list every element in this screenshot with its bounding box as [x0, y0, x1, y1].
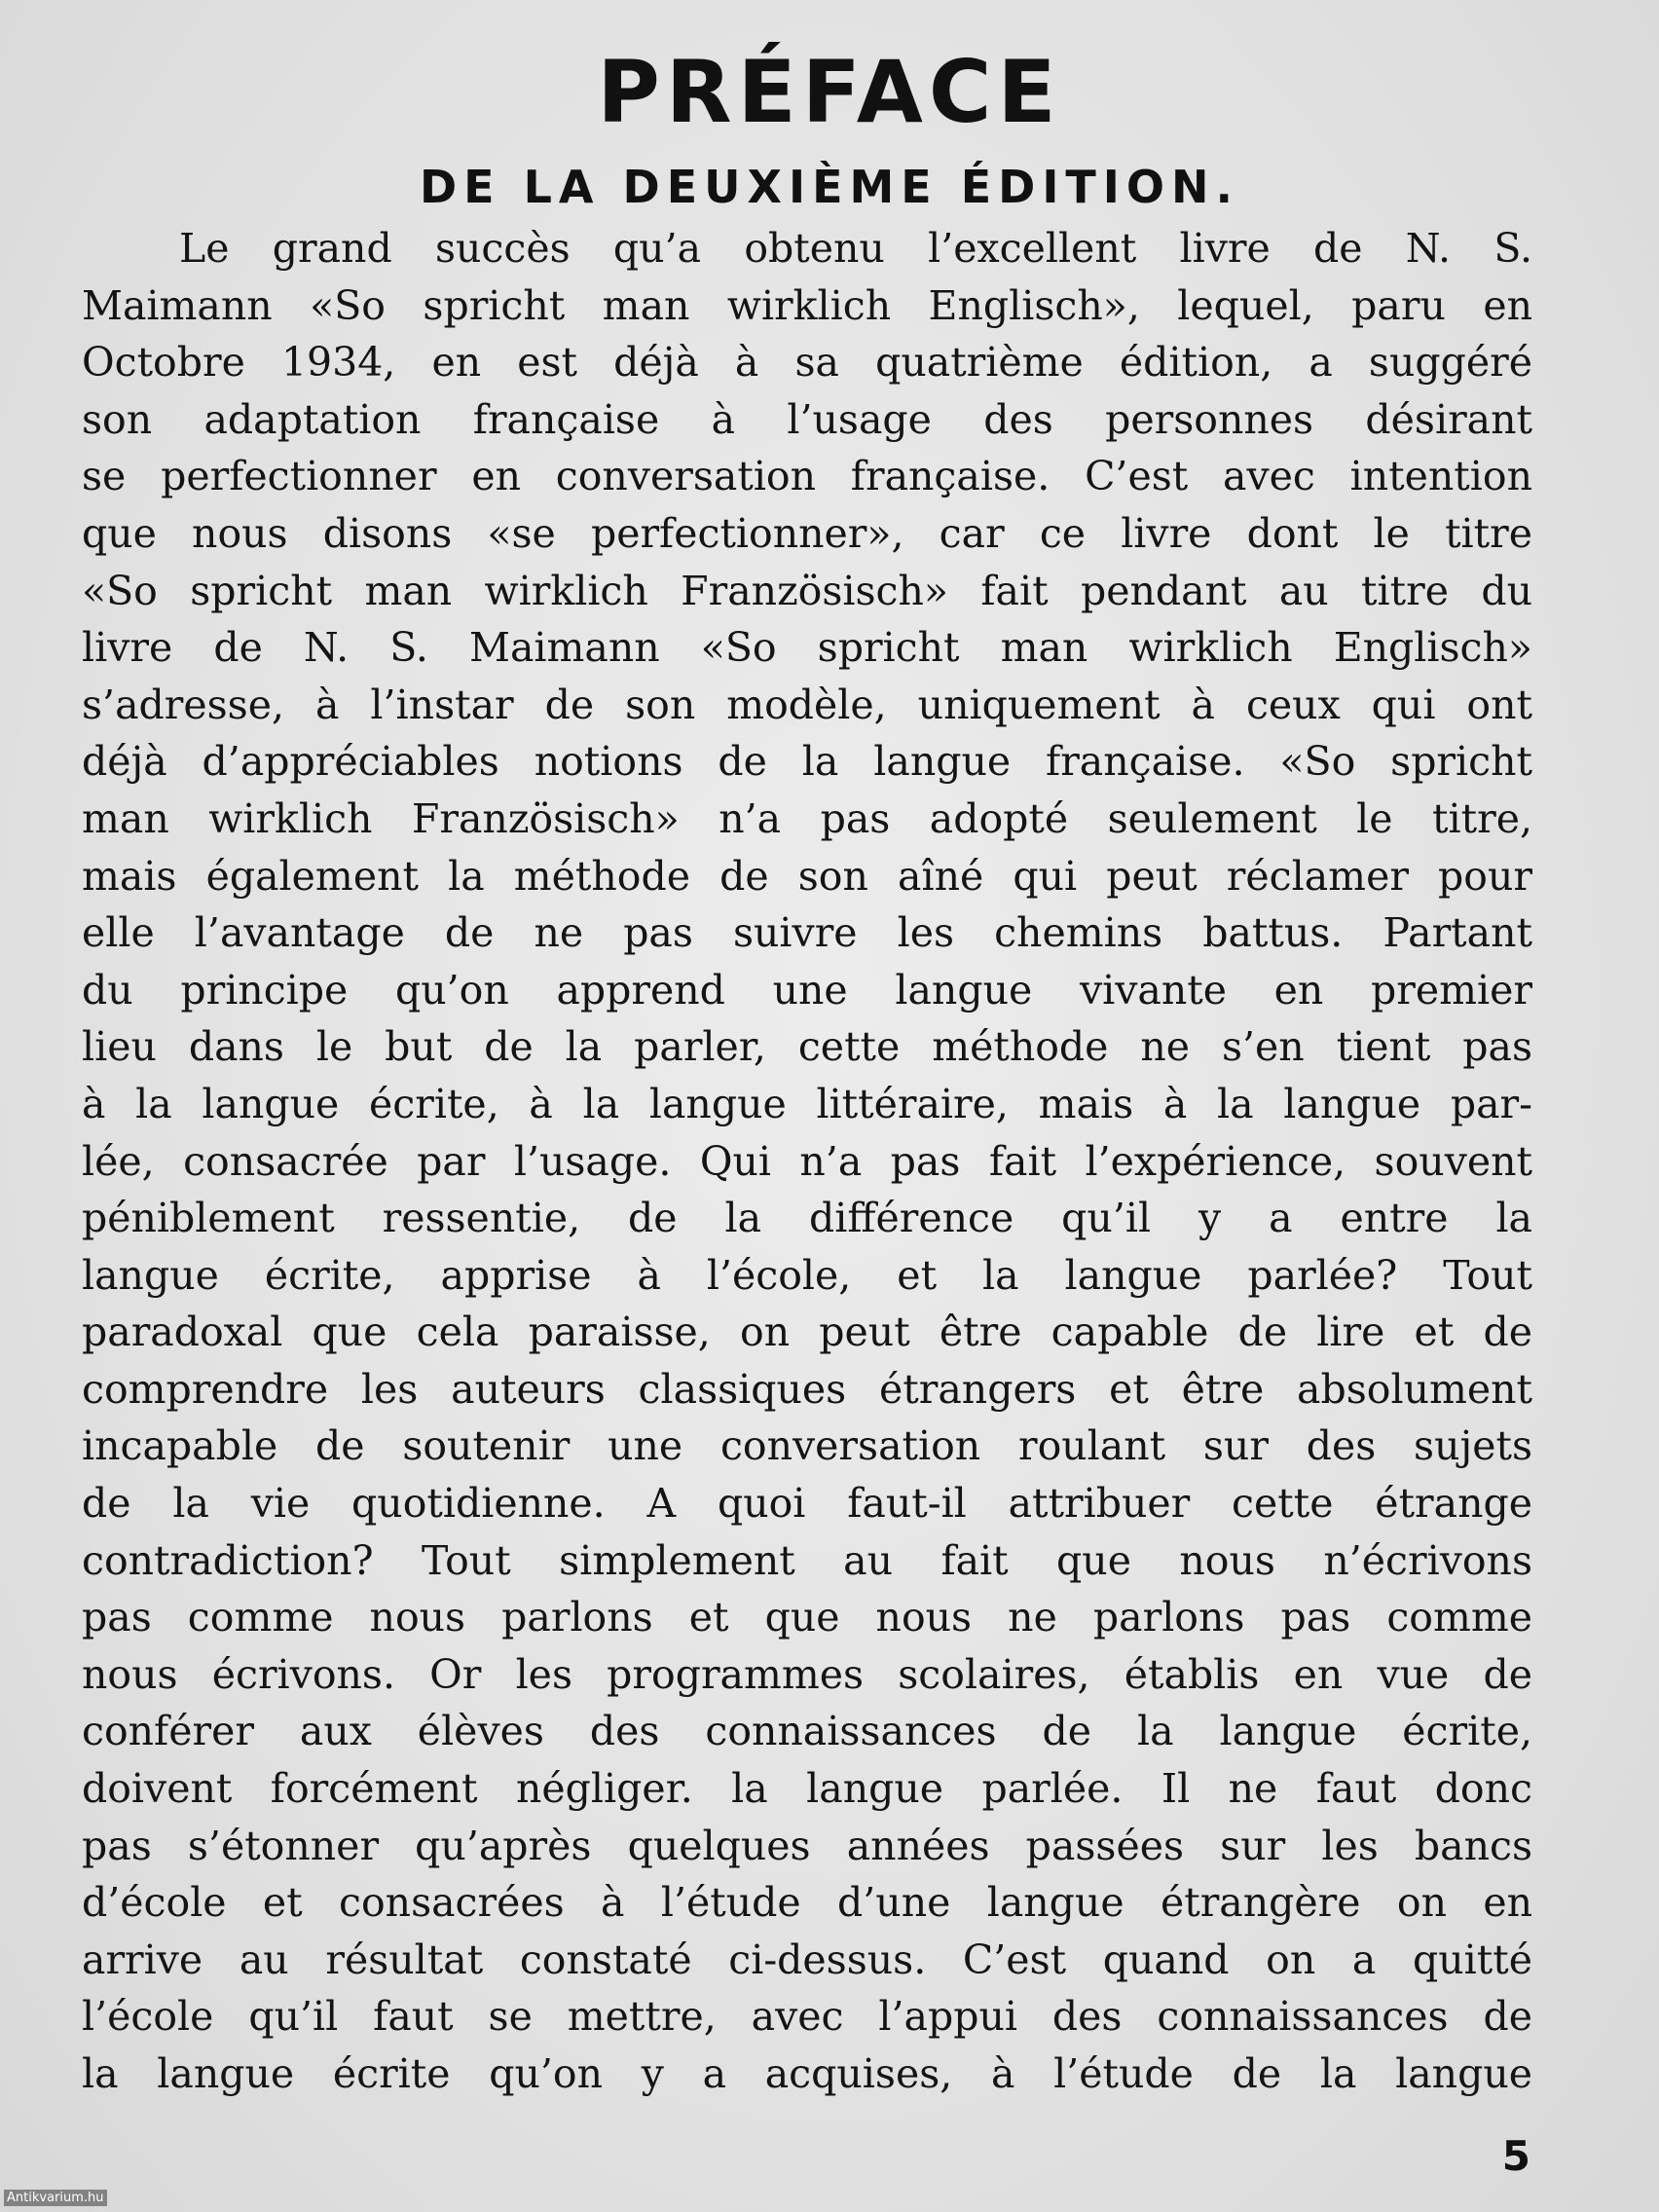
- text-line: lée, consacrée par l’usage. Qui n’a pas fait l’expérience, souvent: [82, 1137, 1532, 1185]
- text-line: incapable de soutenir une conversation roulant sur des sujets: [82, 1422, 1532, 1470]
- text-line: elle l’avantage de ne pas suivre les chemins battus. Partant: [82, 909, 1532, 957]
- text-line: paradoxal que cela paraisse, on peut être capable de lire et de: [82, 1309, 1532, 1356]
- text-line: de la vie quotidienne. A quoi faut-il attribuer cette étrange: [82, 1480, 1532, 1528]
- text-line: arrive au résultat constaté ci-dessus. C’est quand on a quitté: [82, 1936, 1532, 1983]
- text-line: déjà d’appréciables notions de la langue française. «So spricht: [82, 738, 1532, 786]
- text-line: pas s’étonner qu’après quelques années passées sur les bancs: [82, 1822, 1532, 1869]
- text-line: comprendre les auteurs classiques étrangers et être absolument: [82, 1365, 1532, 1413]
- page-title: PRÉFACE: [597, 42, 1062, 142]
- text-line: Maimann «So spricht man wirklich Englisch», lequel, paru en: [82, 281, 1532, 329]
- text-line: mais également la méthode de son aîné qui peut réclamer pour: [82, 852, 1532, 900]
- text-line: du principe qu’on apprend une langue vivante en premier: [82, 966, 1532, 1014]
- text-line: s’adresse, à l’instar de son modèle, uniquement à ceux qui ont: [82, 681, 1532, 728]
- text-line: nous écrivons. Or les programmes scolaires, établis en vue de: [82, 1650, 1532, 1698]
- text-line: se perfectionner en conversation française. C’est avec intention: [82, 453, 1532, 500]
- text-line: que nous disons «se perfectionner», car ce livre dont le titre: [82, 509, 1532, 557]
- watermark: Antikvarium.hu: [4, 2190, 107, 2206]
- text-line: d’école et consacrées à l’étude d’une langue étrangère on en: [82, 1879, 1532, 1927]
- text-line: «So spricht man wirklich Französisch» fait pendant au titre du: [82, 567, 1532, 614]
- text-line: Le grand succès qu’a obtenu l’excellent livre de N. S.: [179, 225, 1532, 272]
- text-line: conférer aux élèves des connaissances de la langue écrite,: [82, 1708, 1532, 1755]
- text-line: doivent forcément négliger. la langue parlée. Il ne faut donc: [82, 1765, 1532, 1813]
- text-line: son adaptation française à l’usage des personnes désirant: [82, 395, 1532, 443]
- text-line: péniblement ressentie, de la différence qu’il y a entre la: [82, 1195, 1532, 1242]
- text-line: Octobre 1934, en est déjà à sa quatrième édition, a suggéré: [82, 339, 1532, 387]
- text-line: contradiction? Tout simplement au fait que nous n’écrivons: [82, 1536, 1532, 1584]
- text-line: man wirklich Französisch» n’a pas adopté seulement le titre,: [82, 794, 1532, 842]
- text-line: à la langue écrite, à la langue littéraire, mais à la langue par-: [82, 1080, 1532, 1127]
- preface-body: [82, 220, 1532, 2103]
- text-line: langue écrite, apprise à l’école, et la langue parlée? Tout: [82, 1251, 1532, 1299]
- text-line: lieu dans le but de la parler, cette méthode ne s’en tient pas: [82, 1023, 1532, 1071]
- text-line: pas comme nous parlons et que nous ne parlons pas comme: [82, 1594, 1532, 1641]
- text-line: livre de N. S. Maimann «So spricht man wirklich Englisch»: [82, 624, 1532, 672]
- page-number: 5: [1501, 2132, 1530, 2180]
- text-line: l’école qu’il faut se mettre, avec l’appui des connaissances de: [82, 1993, 1532, 2041]
- page-subtitle: DE LA DEUXIÈME ÉDITION.: [419, 161, 1239, 213]
- text-line: la langue écrite qu’on y a acquises, à l’étude de la langue: [82, 2050, 1532, 2097]
